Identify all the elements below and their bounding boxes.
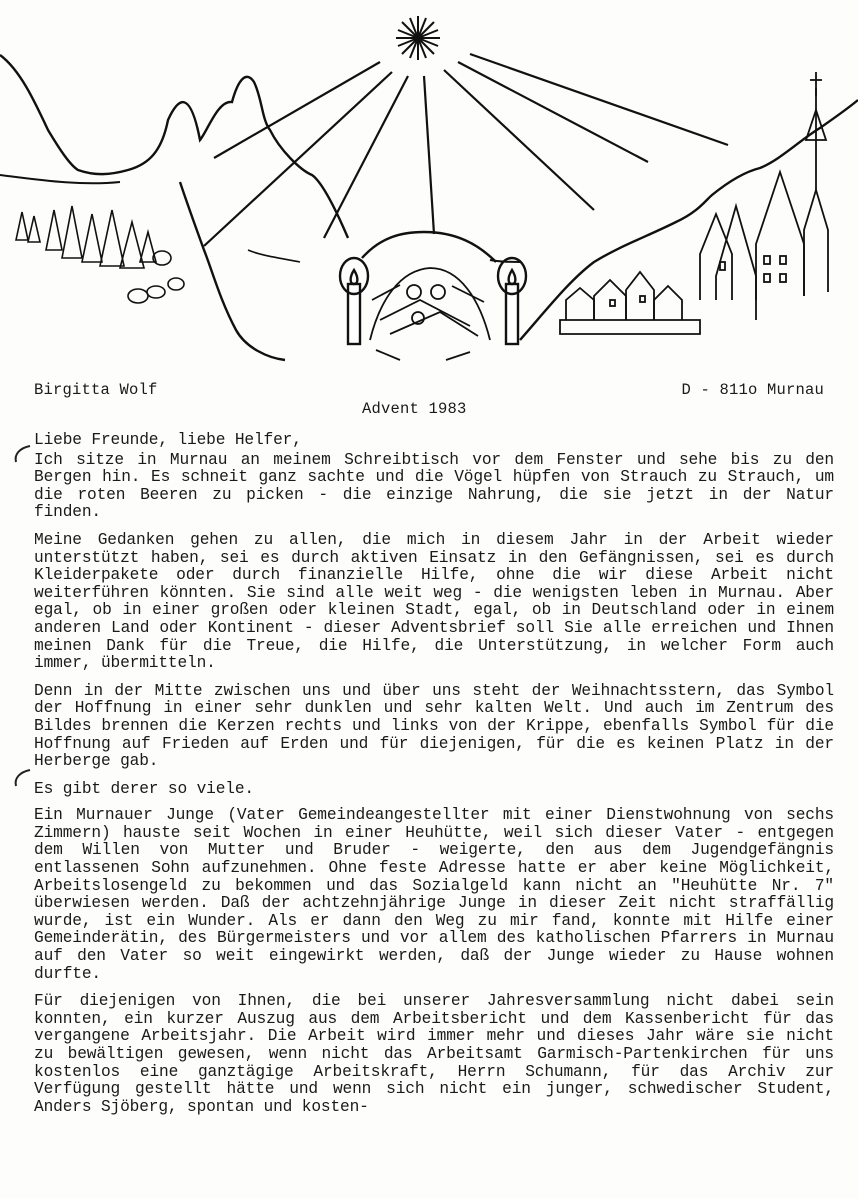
paragraph-star: Denn in der Mitte zwischen uns und über uns steht der Weihnachtsstern, das Symbol der Hoffnung in einer sehr dunklen und sehr kalten Welt. Und auch im Zentrum des Bildes brennen die Kerzen rechts und links von der Krippe, ebenfalls Symbol für die Hoffnung auf Frieden auf Erden und für diejenigen, für die es keinen Platz in der Herberge gab.	[34, 681, 834, 771]
paragraph-short: Es gibt derer so viele.	[34, 779, 254, 798]
paragraph-thanks: Meine Gedanken gehen zu allen, die mich in diesem Jahr in der Arbeit wieder unterstützt haben, sei es durch aktiven Einsatz in den Gefängnissen, sei es durch Kleiderpakete oder durch finanzielle Hilfe, ohne die wir diese Arbeit nicht weiterführen könnten. Sie sind alle weit weg - die wenigsten leben in Murnau. Aber egal, ob in einer großen oder kleinen Stadt, egal, ob in Deutschland oder in einem anderen Land oder Kontinent - dieser Adventsbrief soll Sie alle erreichen und Ihnen meinen Dank für die Treue, die Hilfe, die Unterstützung, in welcher Form auch immer, übermitteln.	[34, 530, 834, 673]
right-candle-icon	[498, 258, 526, 344]
left-mountains	[0, 55, 348, 238]
advent-illustration	[0, 0, 858, 370]
letter-body	[34, 432, 834, 1126]
sender-name: Birgitta Wolf	[34, 381, 158, 399]
forest-trees	[16, 206, 156, 268]
crib-arch	[362, 232, 496, 262]
paragraph-report: Für diejenigen von Ihnen, die bei unserer Jahresversammlung nicht dabei sein konnten, ein kurzer Auszug aus dem Arbeitsbericht und dem Kassenbericht für das vergangene Arbeitsjahr. Die Arbeit wird immer mehr und dieses Jahr wäre sie nicht zu bewältigen gewesen, wenn nicht das Arbeitsamt Garmisch-Partenkirchen für uns kostenlos eine ganztägige Arbeitskraft, Herrn Schumann, für das Archiv zur Verfügung gestellt hätte und wenn sich nicht ein junger, schwedischer Student, Anders Sjöberg, spontan und kosten-	[34, 992, 834, 1116]
village-houses	[560, 72, 828, 334]
greeting: Liebe Freunde, liebe Helfer,	[34, 431, 302, 449]
paragraph-story: Ein Murnauer Junge (Vater Gemeindeangestellter mit einer Dienstwohnung von sechs Zimmern) hauste seit Wochen in einer Heuhütte, weil sich dieser Vater - entgegen dem Willen von Mutter und Bruder - weigerte, den aus dem Jugendgefängnis entlassenen Sohn aufzunehmen. Ohne feste Adresse hatte er aber keine Möglichkeit, Arbeitslosengeld zu bekommen und das Sozialgeld kann nicht an "Heuhütte Nr. 7" überwiesen werden. Daß der achtzehnjährige Junge in dieser Zeit nicht straffällig wurde, ist ein Wunder. Als er dann den Weg zu mir fand, konnte mit Hilfe einer Gemeinderätin, des Bürgermeisters und vor allem des katholischen Pfarrers in Murnau auf den Vater so weit eingewirkt werden, daß der Junge wieder zu Hause wohnen durfte.	[34, 806, 834, 983]
manger-icon	[370, 268, 490, 360]
paragraph-intro: Ich sitze in Murnau an meinem Schreibtisch vor dem Fenster und sehe bis zu den Bergen hin. Es schneit ganz sachte und die Vögel hüpfen von Strauch zu Strauch, um die roten Beeren zu picken - die einzige Nahrung, die sie jetzt in der Natur finden.	[34, 450, 834, 522]
christmas-star-icon	[396, 16, 440, 60]
date-line: Advent 1983	[362, 400, 467, 418]
sender-place: D - 811o Murnau	[681, 381, 824, 399]
left-candle-icon	[340, 258, 368, 344]
